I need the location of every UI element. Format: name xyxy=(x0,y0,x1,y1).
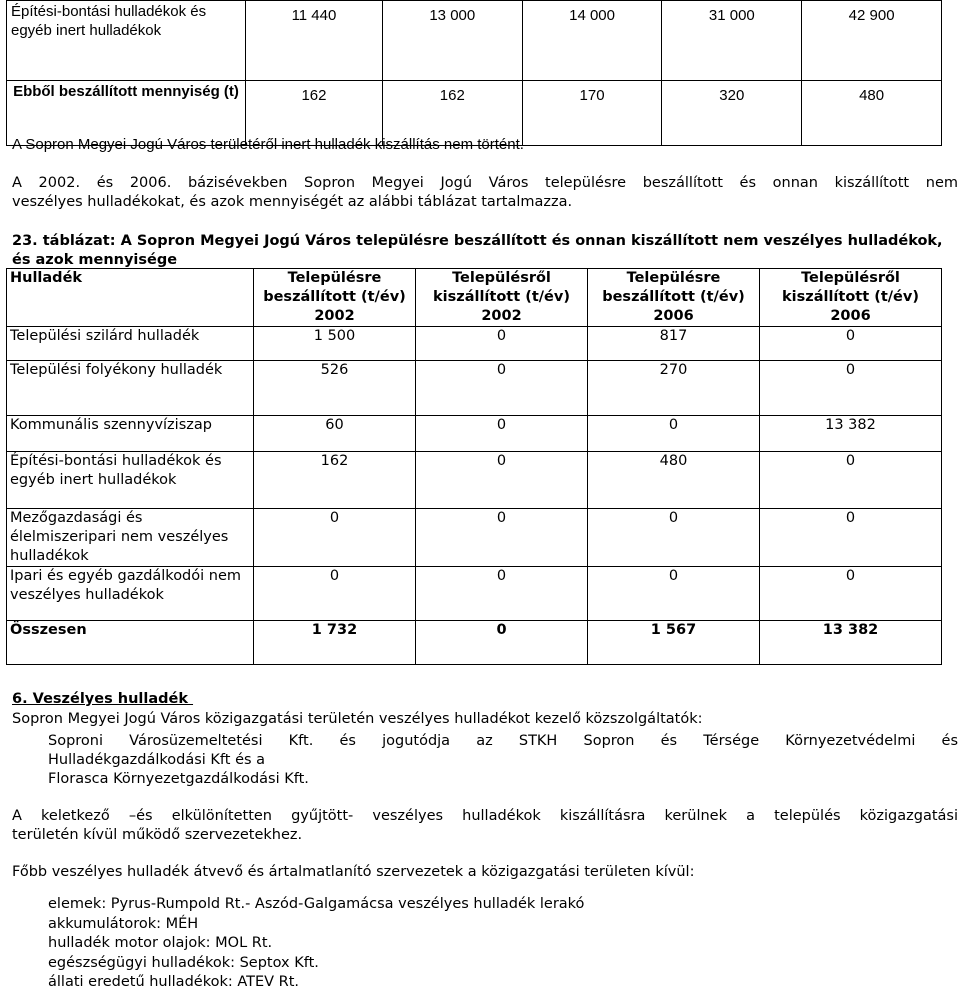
list-item: állati eredetű hulladékok: ATEV Rt. xyxy=(48,974,300,990)
paragraph-line: A 2002. és 2006. bázisévekben Sopron Megyei Jogú Város településre beszállított és onnan kiszállított nem xyxy=(12,175,958,191)
row-label: Települési szilárd hulladék xyxy=(7,327,254,361)
cell-value: 31 000 xyxy=(662,1,802,81)
cell-value: 526 xyxy=(254,361,416,416)
cell-value: 13 000 xyxy=(382,1,522,81)
cell-value: 320 xyxy=(662,81,802,146)
list-item: hulladék motor olajok: MOL Rt. xyxy=(48,935,273,951)
column-header: Településre beszállított (t/év) 2002 xyxy=(254,269,416,327)
column-header: Településről kiszállított (t/év) 2002 xyxy=(416,269,588,327)
row-label: Települési folyékony hulladék xyxy=(7,361,254,416)
cell-value: 1 567 xyxy=(588,621,760,665)
table-row xyxy=(7,567,942,621)
cell-value: 162 xyxy=(254,452,416,509)
cell-value: 0 xyxy=(254,567,416,621)
list-item: elemek: Pyrus-Rumpold Rt.- Aszód-Galgamácsa veszélyes hulladék lerakó xyxy=(48,896,585,912)
row-label: Kommunális szennyvíziszap xyxy=(7,416,254,452)
table-row xyxy=(7,327,942,361)
paragraph-line: veszélyes hulladékokat, és azok mennyiségét az alábbi táblázat tartalmazza. xyxy=(12,194,573,210)
cell-value: 0 xyxy=(760,509,942,567)
table-row xyxy=(7,509,942,567)
cell-value: 1 732 xyxy=(254,621,416,665)
cell-value: 13 382 xyxy=(760,621,942,665)
cell-value: 0 xyxy=(416,567,588,621)
cell-value: 13 382 xyxy=(760,416,942,452)
cell-value: 0 xyxy=(416,327,588,361)
column-header: Hulladék xyxy=(7,269,254,327)
cell-value: 0 xyxy=(588,416,760,452)
receivers-list xyxy=(48,895,584,993)
receivers-intro: Főbb veszélyes hulladék átvevő és ártalmatlanító szervezetek a közigazgatási területen kívül: xyxy=(12,864,695,880)
cell-value: 14 000 xyxy=(522,1,662,81)
cell-value: 0 xyxy=(416,621,588,665)
service-intro: Sopron Megyei Jogú Város közigazgatási területén veszélyes hulladékot kezelő közszolgáltatók: xyxy=(12,711,703,727)
cell-value: 0 xyxy=(760,327,942,361)
provider-line: Soproni Városüzemeltetési Kft. és jogutódja az STKH Sopron és Térsége Környezetvédelmi és xyxy=(48,733,958,749)
cell-value: 480 xyxy=(802,81,942,146)
row-label: Mezőgazdasági és élelmiszeripari nem veszélyes hulladékok xyxy=(7,509,254,567)
cell-value: 480 xyxy=(588,452,760,509)
table-caption: 23. táblázat: A Sopron Megyei Jogú Város településre beszállított és onnan kiszállított nem veszélyes hulladékok, és azok mennyisége xyxy=(12,233,943,268)
base-years-paragraph xyxy=(12,174,958,212)
cell-value: 60 xyxy=(254,416,416,452)
row-label: Építési-bontási hulladékok és egyéb inert hulladékok xyxy=(7,452,254,509)
provider-line: Hulladékgazdálkodási Kft és a xyxy=(48,752,266,768)
cell-value: 0 xyxy=(254,509,416,567)
row-label: Ipari és egyéb gazdálkodói nem veszélyes hulladékok xyxy=(7,567,254,621)
cell-value: 162 xyxy=(382,81,522,146)
cell-value: 0 xyxy=(416,509,588,567)
cell-value: 0 xyxy=(588,509,760,567)
cell-value: 0 xyxy=(760,361,942,416)
cell-value: 11 440 xyxy=(246,1,383,81)
column-header: Településre beszállított (t/év) 2006 xyxy=(588,269,760,327)
inert-waste-table xyxy=(6,0,942,146)
cell-value: 0 xyxy=(416,416,588,452)
table-row xyxy=(7,416,942,452)
row-label: Összesen xyxy=(7,621,254,665)
paragraph-line: A keletkező –és elkülönítetten gyűjtött- veszélyes hulladékok kiszállításra kerülnek a település közigazgatási xyxy=(12,808,958,824)
cell-value: 0 xyxy=(416,452,588,509)
table-row xyxy=(7,361,942,416)
inert-note: A Sopron Megyei Jogú Város területéről inert hulladék kiszállítás nem történt. xyxy=(12,136,524,153)
table-header-row xyxy=(7,269,942,327)
cell-value: 270 xyxy=(588,361,760,416)
cell-value: 0 xyxy=(588,567,760,621)
list-item: egészségügyi hulladékok: Septox Kft. xyxy=(48,954,319,971)
provider-block xyxy=(48,732,958,789)
cell-value: 0 xyxy=(416,361,588,416)
provider-line: Florasca Környezetgazdálkodási Kft. xyxy=(48,771,309,787)
cell-value: 0 xyxy=(760,567,942,621)
waste-flow-table xyxy=(6,268,942,665)
cell-value: 0 xyxy=(760,452,942,509)
cell-value: 1 500 xyxy=(254,327,416,361)
cell-value: 162 xyxy=(246,81,383,146)
table-row xyxy=(7,452,942,509)
row-label: Ebből beszállított mennyiség (t) xyxy=(7,81,246,146)
list-item: akkumulátorok: MÉH xyxy=(48,915,199,932)
cell-value: 42 900 xyxy=(802,1,942,81)
table-row xyxy=(7,1,942,81)
cell-value: 170 xyxy=(522,81,662,146)
table-total-row xyxy=(7,621,942,665)
section-title: 6. Veszélyes hulladék xyxy=(12,691,194,707)
separate-collection-paragraph xyxy=(12,807,958,845)
row-label: Építési-bontási hulladékok és egyéb inert hulladékok xyxy=(7,1,246,81)
column-header: Településről kiszállított (t/év) 2006 xyxy=(760,269,942,327)
paragraph-line: területén kívül működő szervezetekhez. xyxy=(12,827,303,843)
cell-value: 817 xyxy=(588,327,760,361)
